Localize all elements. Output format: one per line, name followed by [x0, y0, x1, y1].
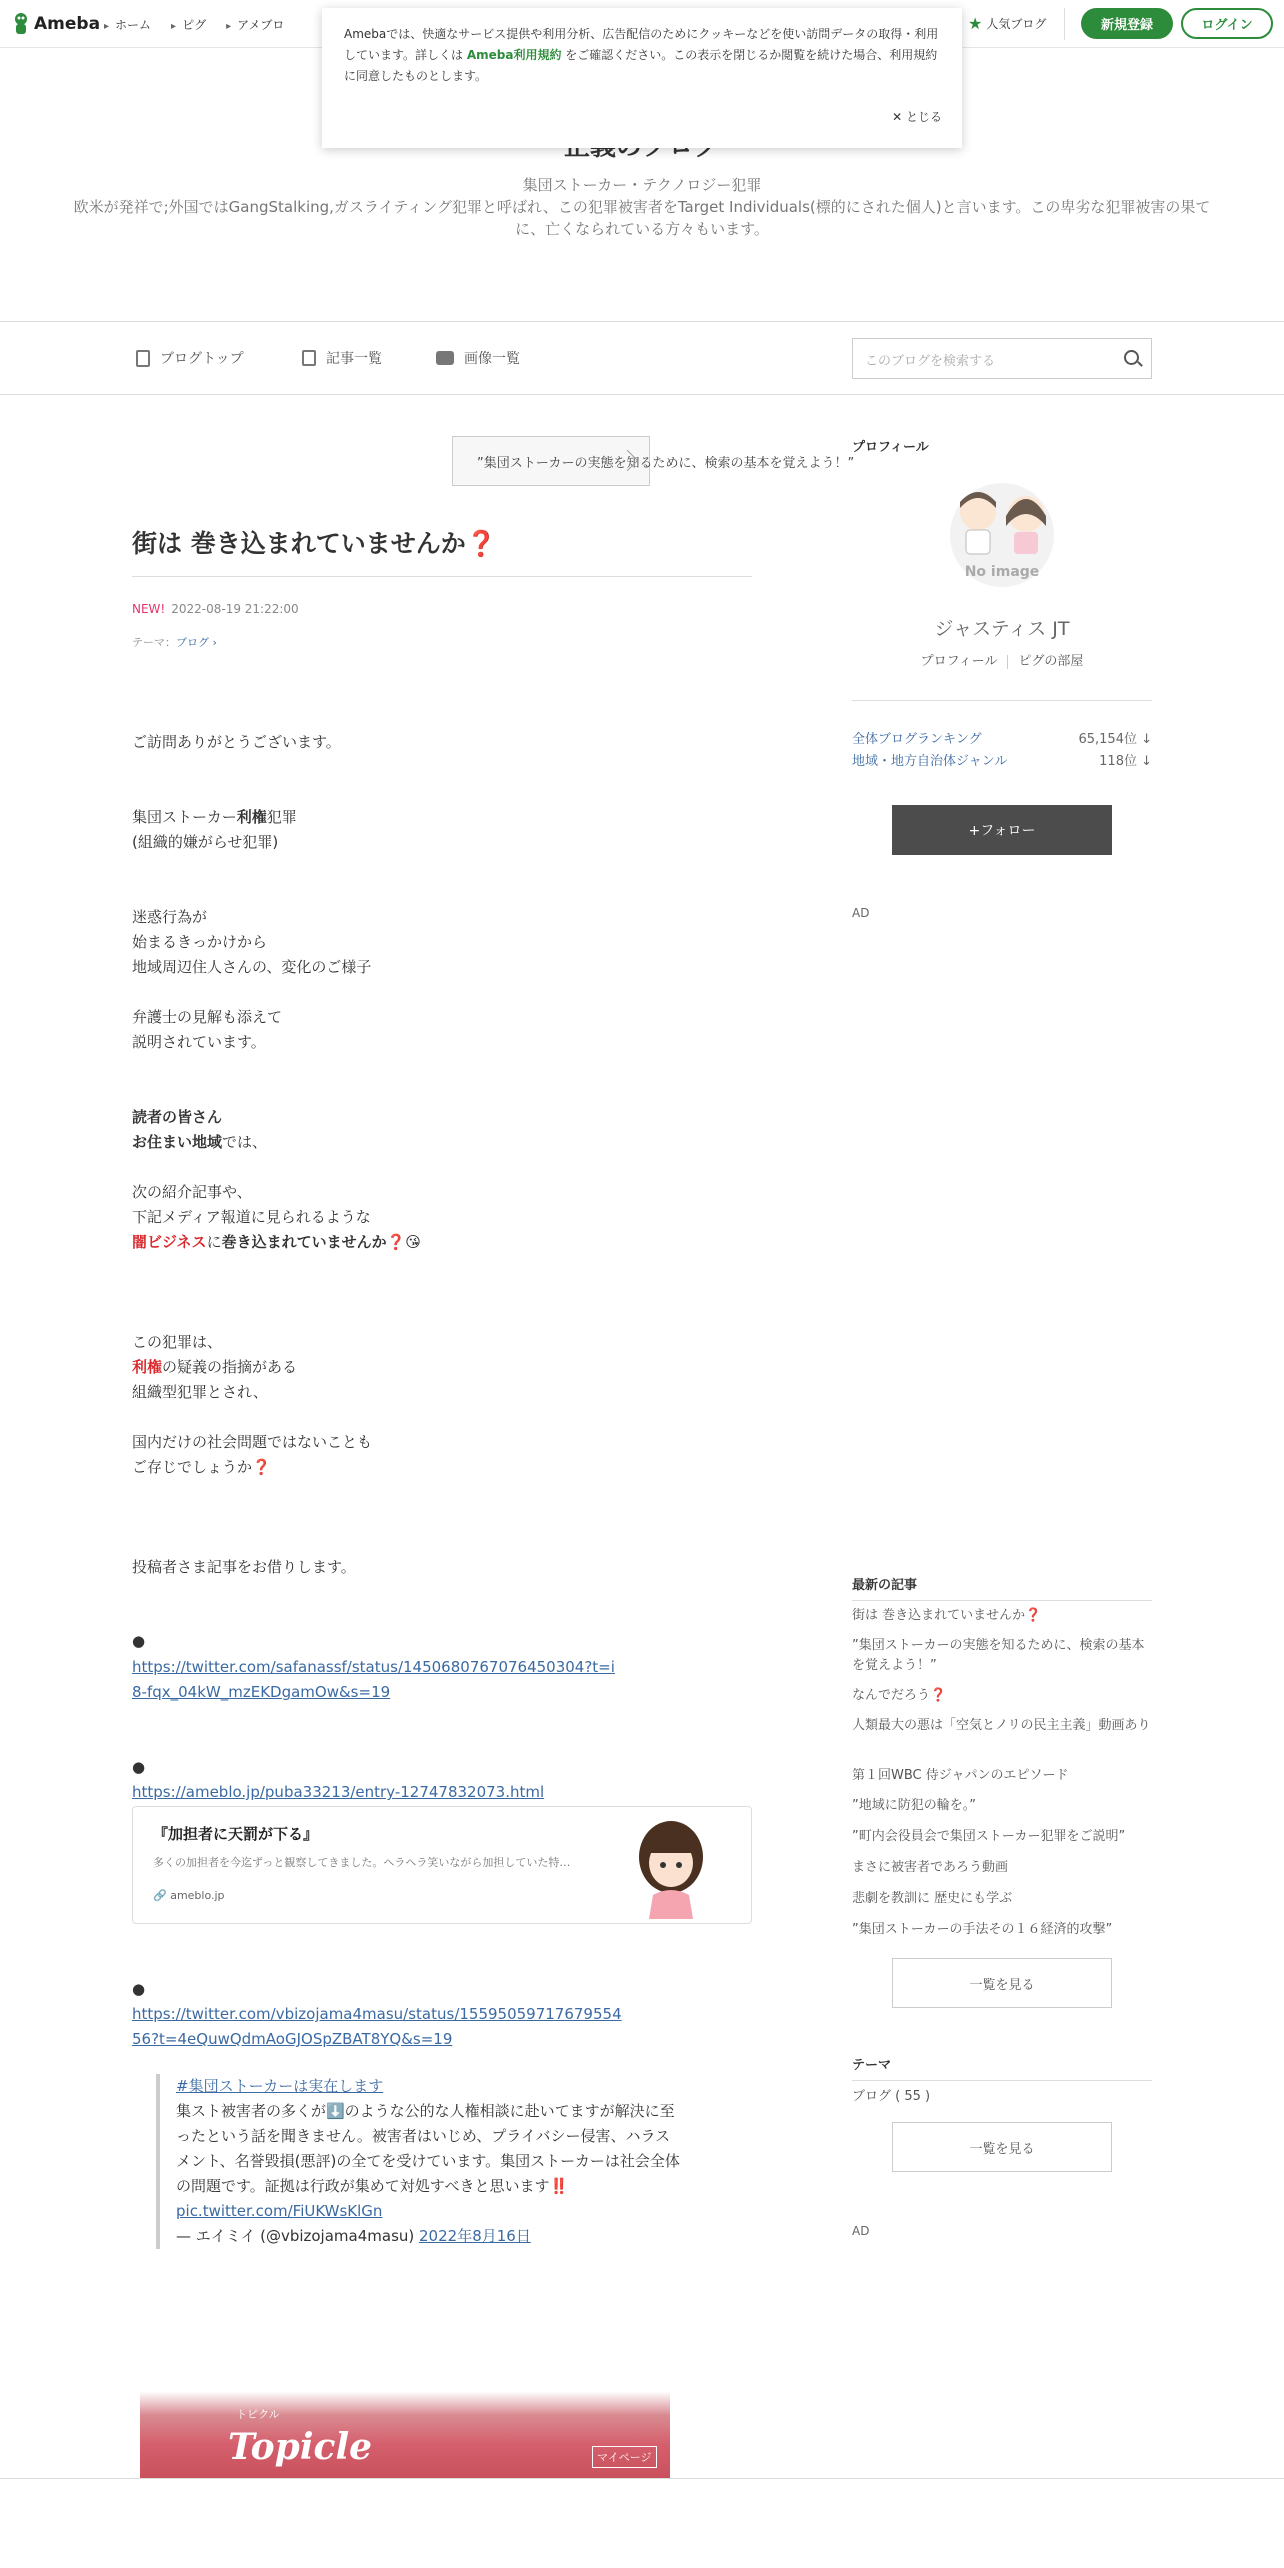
- document-icon: [136, 350, 150, 367]
- article-meta: [132, 602, 299, 616]
- tab-image-list-label: 画像一覧: [464, 351, 520, 367]
- chevron-right-icon: ›: [209, 636, 217, 649]
- noimage-text: No image: [964, 564, 1040, 580]
- title-divider: [132, 576, 752, 577]
- bullet: ●: [132, 1758, 146, 1776]
- article-title[interactable]: 街は 巻き込まれていませんか❓: [132, 529, 497, 558]
- tab-article-list[interactable]: [302, 348, 382, 368]
- body-text: 地域周辺住人さんの、変化のご様子: [132, 958, 372, 976]
- sidebar-divider: [852, 700, 1152, 701]
- ranking-name: 地域・地方自治体ジャンル: [852, 754, 1008, 769]
- star-icon: ★: [968, 14, 983, 33]
- body-bold: 利権: [236, 808, 267, 826]
- recent-article[interactable]: ”地域に防犯の輪を。”: [852, 1798, 976, 1813]
- link-icon: 🔗: [153, 1889, 171, 1902]
- cookie-text-part1: Amebaでは、快適なサービス提供や利用分析、広告配信のためにクッキーなどを使い訪問データの取得・利用しています。詳しくは: [344, 27, 939, 62]
- global-nav: [104, 16, 284, 33]
- bullet: ●: [132, 1632, 146, 1650]
- profile-avatar[interactable]: [940, 482, 1064, 588]
- body-text: (組織的嫌がらせ犯罪): [132, 833, 279, 851]
- recent-article[interactable]: なんでだろう❓: [852, 1688, 947, 1703]
- cookie-text: [344, 24, 940, 87]
- bullet: ●: [132, 1980, 146, 1998]
- body-span: 集団ストーカー: [132, 808, 237, 826]
- body-text: この犯罪は、: [132, 1333, 223, 1351]
- card-title: 『加担者に天罰が下る』: [153, 1825, 319, 1843]
- popular-blog-link[interactable]: [968, 14, 1046, 33]
- recent-article[interactable]: ”集団ストーカーの手法その１６経済的攻撃”: [852, 1922, 1113, 1937]
- recent-article[interactable]: ”町内会役員会で集団ストーカー犯罪をご説明”: [852, 1829, 1126, 1844]
- body-text: 迷惑行為が: [132, 908, 208, 926]
- theme-item[interactable]: ブログ ( 55 ): [852, 2089, 931, 2104]
- body-text: 次の紹介記事や、: [132, 1183, 252, 1201]
- profile-link[interactable]: プロフィール: [920, 654, 998, 669]
- recent-article[interactable]: 街は 巻き込まれていませんか❓: [852, 1608, 1042, 1623]
- sidebar-divider: [852, 1600, 1152, 1601]
- body-text: 下記メディア報道に見られるような: [132, 1208, 371, 1226]
- profile-links: [852, 650, 1152, 669]
- tweet-text-line: 集スト被害者の多くが⬇️のような公的な人権相談に赴いてますが解決に至: [176, 2102, 675, 2120]
- link-separator: [1007, 655, 1008, 669]
- body-span: に: [206, 1233, 222, 1251]
- nav-home[interactable]: ▸ ホーム: [104, 16, 151, 33]
- body-text: [132, 1230, 421, 1255]
- ameblo-link[interactable]: https://ameblo.jp/puba33213/entry-12747832073.html: [132, 1783, 545, 1801]
- link-card[interactable]: [132, 1806, 752, 1924]
- search-icon[interactable]: [1124, 350, 1139, 365]
- body-span: 犯罪: [266, 808, 297, 826]
- ameba-logo[interactable]: [12, 12, 100, 36]
- logo-text: Ameba: [34, 14, 101, 34]
- ranking-overall[interactable]: [852, 728, 1152, 747]
- theme-heading: テーマ: [852, 2058, 892, 2073]
- blog-description: [70, 174, 1214, 240]
- ad-label: AD: [852, 2224, 870, 2238]
- ranking-genre[interactable]: [852, 750, 1152, 769]
- profile-heading: プロフィール: [852, 440, 929, 455]
- card-description: 多くの加担者を今迄ずっと観察してきました。ヘラヘラ笑いながら加担していた特…: [153, 1856, 571, 1869]
- ranking-name: 全体ブログランキング: [852, 732, 982, 747]
- popular-blog-label: 人気ブログ: [986, 17, 1047, 31]
- tab-blog-top-label: ブログトップ: [160, 351, 244, 367]
- theme-link[interactable]: ブログ: [176, 636, 209, 649]
- pigg-room-link[interactable]: ピグの部屋: [1018, 654, 1084, 669]
- topicle-banner[interactable]: [140, 2362, 670, 2480]
- blog-search-input[interactable]: [852, 338, 1152, 379]
- cookie-close-button[interactable]: [892, 108, 942, 125]
- question-emoji-icon: ❓😘: [386, 1233, 421, 1251]
- tweet-text-line: ったという話を聞きません。被害者はいじめ、プライバシー侵害、ハラス: [176, 2127, 671, 2145]
- ranking-value: 65,154位 ↓: [1078, 732, 1152, 747]
- card-domain-text: ameblo.jp: [170, 1889, 225, 1902]
- tab-blog-top[interactable]: [136, 348, 244, 368]
- search-placeholder: このブログを検索する: [865, 354, 996, 369]
- embedded-tweet: [156, 2074, 716, 2249]
- topicle-subtitle: トピクル: [236, 2408, 280, 2421]
- body-text: [132, 1355, 297, 1380]
- cookie-banner: [322, 8, 962, 148]
- bottom-bar: [0, 2478, 1284, 2568]
- tweet-text-line: の問題です。証拠は行政が集めて対処すべきと思います‼️: [176, 2177, 569, 2195]
- ameba-mascot-icon: [12, 12, 30, 36]
- tweet-pic-line: [176, 2199, 716, 2224]
- copy-icon: [302, 350, 316, 366]
- body-text: ご存じでしょうか❓: [132, 1458, 271, 1476]
- body-text: 投稿者さま記事をお借りします。: [132, 1558, 356, 1576]
- camera-icon: [436, 351, 454, 365]
- recent-article[interactable]: まさに被害者であろう動画: [852, 1860, 1009, 1875]
- ranking-value: 118位 ↓: [1099, 754, 1152, 769]
- tweet-date-link[interactable]: 2022年8月16日: [419, 2227, 531, 2245]
- tweet-hashtag[interactable]: #集団ストーカーは実在します: [176, 2077, 384, 2095]
- recent-article[interactable]: 第１回WBC 侍ジャパンのエピソード: [852, 1768, 1069, 1783]
- body-span: の疑義の指摘がある: [162, 1358, 298, 1376]
- tweet-hashtag-line: [176, 2074, 716, 2099]
- nav-ameblo[interactable]: ▸ アメブロ: [226, 16, 284, 33]
- body-text: 組織型犯罪とされ、: [132, 1383, 268, 1401]
- recent-article[interactable]: ”集団ストーカーの実態を知るために、検索の基本を覚えよう！”: [852, 1638, 1145, 1673]
- tab-image-list[interactable]: [436, 348, 520, 368]
- recent-article[interactable]: 人類最大の悪は「空気とノリの民主主義」動画あり: [852, 1718, 1151, 1733]
- register-button[interactable]: 新規登録: [1081, 8, 1173, 39]
- body-red: 利権: [132, 1358, 163, 1376]
- article-date: 2022-08-19 21:22:00: [171, 602, 299, 616]
- see-all-articles-button[interactable]: 一覧を見る: [892, 1958, 1112, 2008]
- close-icon: ✕: [892, 110, 906, 124]
- tweet-pic-link[interactable]: pic.twitter.com/FiUKWsKlGn: [176, 2202, 383, 2220]
- nav-pigg[interactable]: ▸ ピグ: [171, 16, 206, 33]
- topicle-mypage[interactable]: マイページ: [592, 2446, 657, 2468]
- tweet-author: — エイミイ (@vbizojama4masu): [176, 2227, 420, 2245]
- card-domain: [153, 1889, 225, 1902]
- blog-desc-text: 欧米が発祥で;外国ではGangStalking,ガスライティング犯罪と呼ばれ、この犯罪被害者をTarget Individuals(標的にされた個人)と言います。この卑劣な犯罪被害の果てに、亡くなられている方々もいます。: [73, 198, 1211, 238]
- header-divider: [1064, 8, 1065, 40]
- prev-article-button[interactable]: ”集団ストーカーの実態を知るために、検索の基本を覚えよう！”: [452, 436, 650, 486]
- theme-label: テーマ：: [132, 636, 176, 649]
- body-text: 説明されています。: [132, 1033, 266, 1051]
- body-bold: 巻き込まれていませんか: [221, 1233, 387, 1251]
- new-badge: NEW!: [132, 602, 166, 616]
- body-bold: お住まい地域: [132, 1133, 223, 1151]
- body-text: 読者の皆さん: [132, 1108, 223, 1126]
- body-red: 闇ビジネス: [132, 1233, 207, 1251]
- body-text: 国内だけの社会問題ではないことも: [132, 1433, 373, 1451]
- terms-link[interactable]: Ameba利用規約: [466, 48, 562, 62]
- login-button[interactable]: ログイン: [1181, 8, 1273, 39]
- recent-article[interactable]: 悲劇を教訓に 歴史にも学ぶ: [852, 1891, 1013, 1906]
- blog-subtitle: 集団ストーカー・テクノロジー犯罪: [522, 176, 762, 194]
- tweet-link-2[interactable]: https://twitter.com/vbizojama4masu/status/1559505971767955456?t=4eQuwQdmAoGJOSpZBAT8YQ&s=19: [132, 2005, 622, 2048]
- cookie-close-label: とじる: [905, 110, 942, 124]
- recent-articles-heading: 最新の記事: [852, 1578, 918, 1593]
- body-text: 始まるきっかけから: [132, 933, 268, 951]
- body-text: [132, 1130, 267, 1155]
- topicle-logo: Topicle: [228, 2426, 373, 2468]
- follow-button[interactable]: +フォロー: [892, 805, 1112, 855]
- tweet-author-line: [176, 2224, 716, 2249]
- see-all-themes-button[interactable]: 一覧を見る: [892, 2122, 1112, 2172]
- tweet-link-1[interactable]: https://twitter.com/safanassf/status/1450680767076450304?t=i8-fqx_04kW_mzEKDgamOw&s=19: [132, 1658, 615, 1701]
- body-text: 弁護士の見解も添えて: [132, 1008, 283, 1026]
- article-theme: [132, 634, 217, 650]
- cookie-text-part2: をご確認ください。この表示を閉じるか閲覧を続けた場合、利用規約に同意したものとします。: [344, 48, 938, 83]
- sidebar-divider: [852, 2080, 1152, 2081]
- tweet-text-line: メント、名誉毀損(悪評)の全てを受けています。集団ストーカーは社会全体: [176, 2152, 680, 2170]
- body-span: では、: [222, 1133, 268, 1151]
- card-thumbnail: [621, 1815, 721, 1919]
- ad-label: AD: [852, 906, 870, 920]
- body-text: ご訪問ありがとうございます。: [132, 733, 341, 751]
- profile-name[interactable]: ジャスティス JT: [934, 618, 1070, 640]
- tab-article-list-label: 記事一覧: [326, 351, 382, 367]
- body-text: [132, 805, 297, 830]
